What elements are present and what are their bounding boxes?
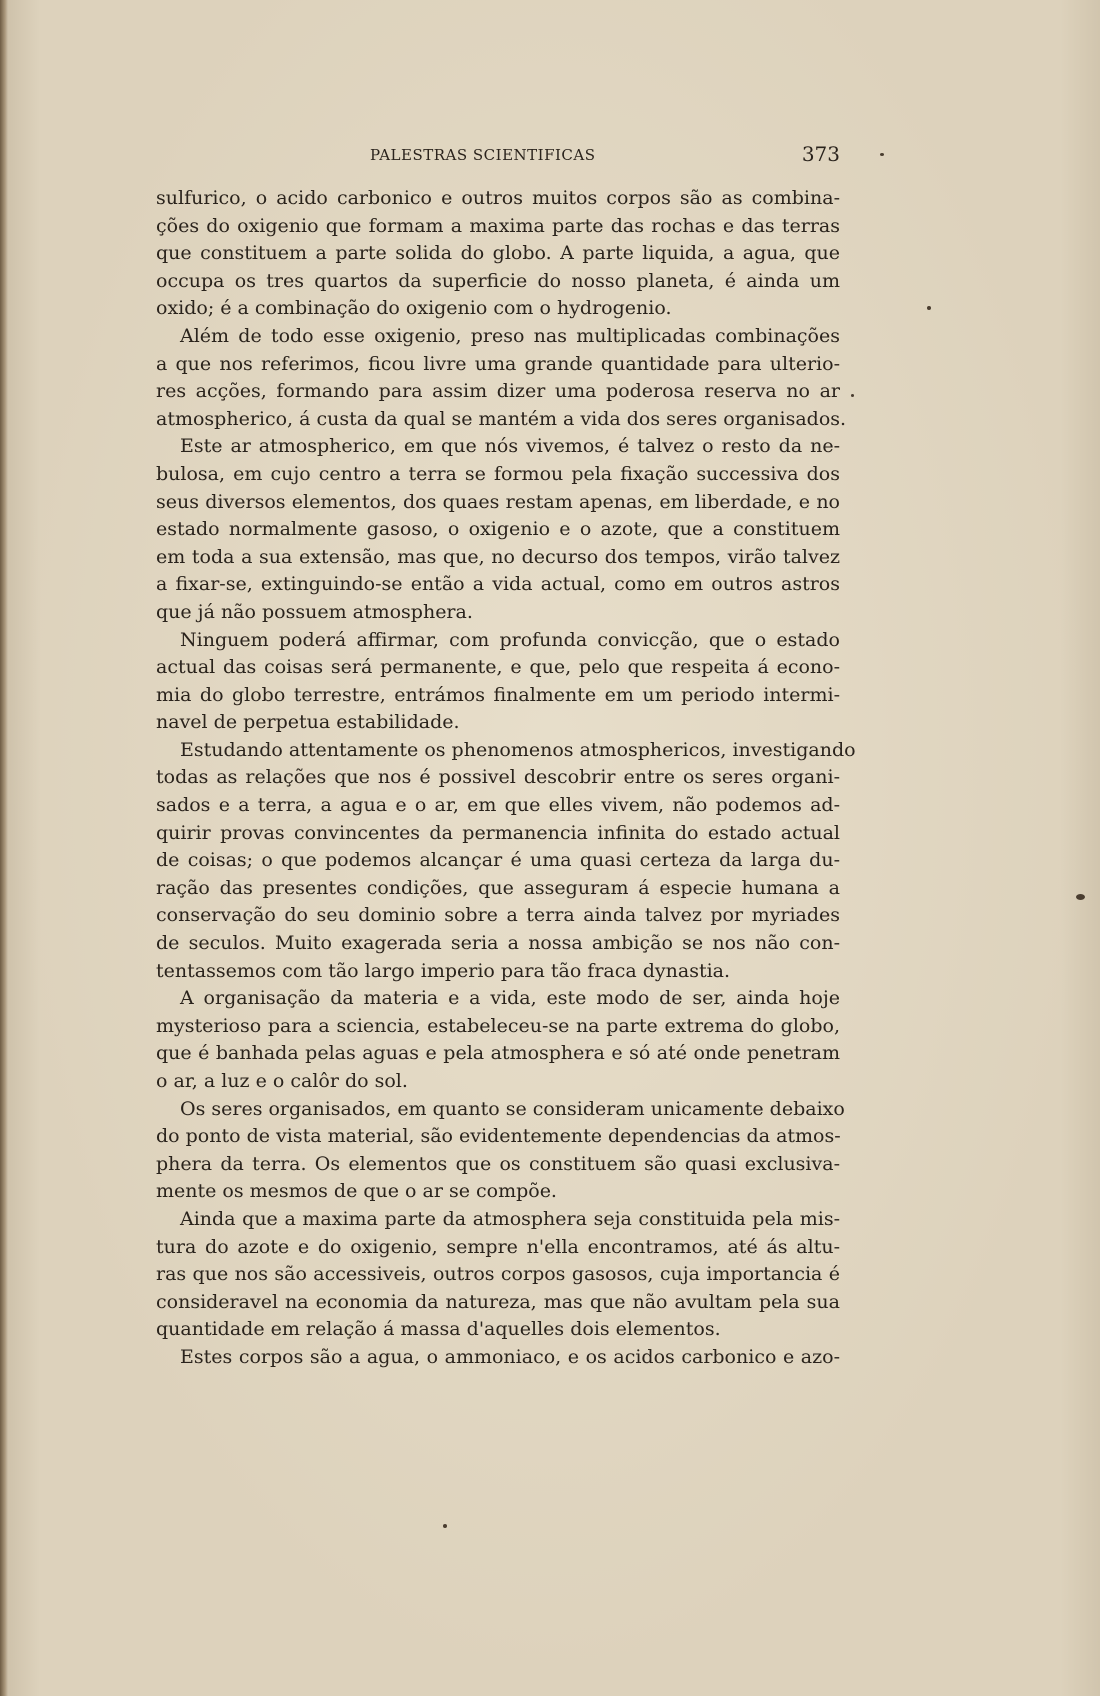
text-line: ração das presentes condições, que asseguram á especie humana a [156,876,840,899]
text-line: sados e a terra, a agua e o ar, em que elles vivem, não podemos ad- [156,794,840,817]
text-line: sulfurico, o acido carbonico e outros muitos corpos são as combina- [156,187,840,209]
text-line: mysterioso para a sciencia, estabeleceu-se na parte extrema do globo, [156,1014,840,1037]
text-line: consideravel na economia da natureza, mas que não avultam pela sua [156,1290,840,1313]
body-text [156,185,856,1372]
page-number: 373 [801,142,840,166]
paper-speck [443,1524,447,1528]
text-line: atmospherico, á custa da qual se mantém a vida dos seres organisados. [156,407,847,430]
paper-speck [880,153,884,156]
text-line: phera da terra. Os elementos que os constituem são quasi exclusiva- [156,1152,840,1175]
text-line: tentassemos com tão largo imperio para tão fraca dynastia. [156,959,731,982]
text-line: de coisas; o que podemos alcançar é uma quasi certeza da larga du- [156,849,840,872]
text-line: bulosa, em cujo centro a terra se formou pela fixação successiva dos [156,462,840,485]
paragraph-first-line: Além de todo esse oxigenio, preso nas multiplicadas combinações [180,324,840,347]
text-line: quirir provas convincentes da permanencia infinita do estado actual [156,821,840,844]
paragraph-first-line: Os seres organisados, em quanto se consideram unicamente debaixo [180,1097,845,1120]
text-line: a que nos referimos, ficou livre uma grande quantidade para ulterio- [156,352,840,375]
running-title: PALESTRAS SCIENTIFICAS [370,146,596,164]
text-line: ras que nos são accessiveis, outros corpos gasosos, cuja importancia é [156,1263,840,1286]
paragraph-first-line: Ninguem poderá affirmar, com profunda convicção, que o estado [180,628,840,651]
paragraph-first-line: A organisação da materia e a vida, este modo de ser, ainda hoje [180,987,840,1010]
text-line: que já não possuem atmosphera. [156,600,473,623]
page-header [156,144,840,170]
text-line: estado normalmente gasoso, o oxigenio e o azote, que a constituem [156,518,840,541]
paragraph-first-line: Ainda que a maxima parte da atmosphera seja constituida pela mis- [180,1207,840,1230]
text-line: mente os mesmos de que o ar se compõe. [156,1180,557,1203]
text-line: tura do azote e do oxigenio, sempre n'ella encontramos, até ás altu- [156,1235,840,1258]
text-line: quantidade em relação á massa d'aquelles dois elementos. [156,1318,721,1341]
text-line: que é banhada pelas aguas e pela atmosphera e só até onde penetram [156,1042,840,1065]
paper-speck [927,306,931,310]
text-line: de seculos. Muito exagerada seria a nossa ambição se nos não con- [156,932,840,955]
paragraph-first-line: Este ar atmospherico, em que nós vivemos, é talvez o resto da ne- [180,435,840,458]
paper-speck [851,394,854,397]
text-line: em toda a sua extensão, mas que, no decurso dos tempos, virão talvez [156,545,840,568]
text-line: actual das coisas será permanente, e que, pelo que respeita á econo- [156,656,840,679]
paragraph-first-line: Estudando attentamente os phenomenos atmosphericos, investigando [180,738,856,761]
paragraph-first-line: Estes corpos são a agua, o ammoniaco, e os acidos carbonico e azo- [180,1345,840,1368]
text-line: res acções, formando para assim dizer uma poderosa reserva no ar [156,380,840,403]
paper-speck [1076,894,1085,900]
text-line: a fixar-se, extinguindo-se então a vida actual, como em outros astros [156,573,840,596]
text-line: ções do oxigenio que formam a maxima parte das rochas e das terras [156,214,840,237]
text-line: conservação do seu dominio sobre a terra ainda talvez por myriades [156,904,840,927]
text-line: oxido; é a combinação do oxigenio com o hydrogenio. [156,297,672,320]
text-line: do ponto de vista material, são evidentemente dependencias da atmos- [156,1125,841,1148]
text-line: seus diversos elementos, dos quaes restam apenas, em liberdade, e no [156,490,840,513]
text-line: todas as relações que nos é possivel descobrir entre os seres organi- [156,766,840,789]
text-line: mia do globo terrestre, entrámos finalmente em um periodo intermi- [156,683,840,706]
text-line: navel de perpetua estabilidade. [156,711,460,734]
text-line: que constituem a parte solida do globo. A parte liquida, a agua, que [156,242,840,265]
text-line: o ar, a luz e o calôr do sol. [156,1070,408,1092]
page-binding-edge [0,0,8,1696]
text-line: occupa os tres quartos da superficie do nosso planeta, é ainda um [156,269,840,292]
